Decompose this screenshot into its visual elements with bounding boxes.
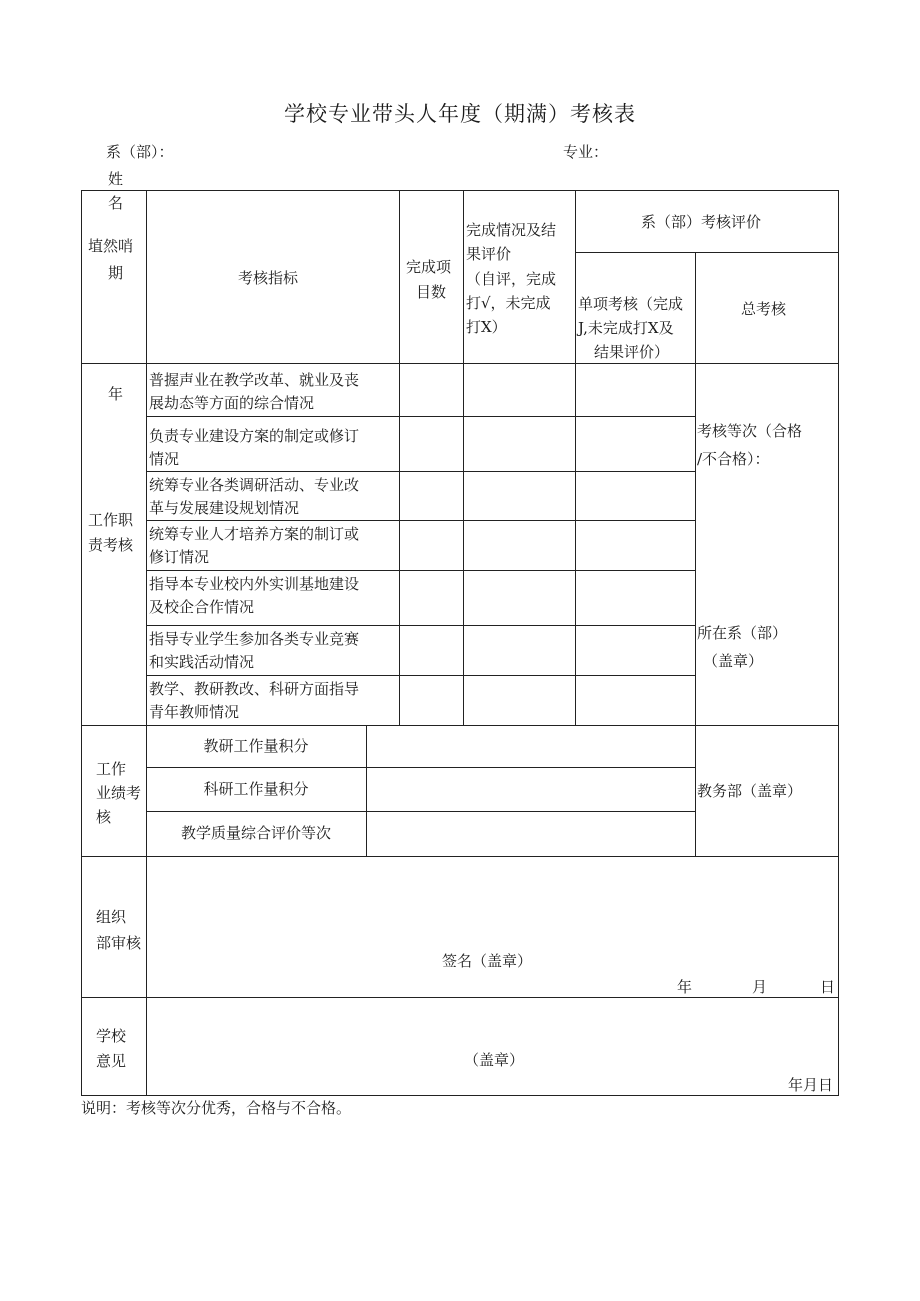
page-title: 学校专业带头人年度（期满）考核表	[284, 102, 636, 126]
total-eval-header: 总考核	[741, 300, 787, 318]
org-section-label-2: 部审核	[96, 934, 142, 952]
footnote: 说明：考核等次分优秀，合格与不合格。	[81, 1099, 352, 1117]
duty-item-2: 负责专业建设方案的制定或修订 情况	[149, 427, 360, 468]
period-label-2: 期	[108, 264, 124, 282]
name-label-1: 姓	[108, 170, 124, 188]
perf-section-label-2: 业绩考	[96, 784, 142, 802]
duty-item-4: 统筹专业人才培养方案的制订或 修订情况	[149, 525, 360, 566]
status-header-3: （自评，完成	[466, 270, 557, 288]
total-grade-label-1: 考核等次（合格	[697, 422, 803, 440]
school-section-label-2: 意见	[96, 1052, 127, 1070]
major-label: 专业：	[563, 143, 609, 161]
duty-section-label-1: 工作职	[88, 511, 134, 529]
org-section-label-1: 组织	[96, 908, 127, 926]
duty-item-3: 统筹专业各类调研活动、专业改 革与发展建设规划情况	[149, 476, 360, 517]
single-eval-header-2: J,未完成打X及	[578, 319, 674, 337]
duty-item-7: 教学、教研教改、科研方面指导 青年教师情况	[149, 680, 360, 721]
dept-stamp-label-1: 所在系（部）	[697, 624, 788, 642]
duty-section-label-2: 责考核	[88, 536, 134, 554]
school-section-label-1: 学校	[96, 1027, 127, 1045]
status-header-5: 打X）	[466, 318, 507, 336]
indicator-header: 考核指标	[238, 269, 299, 287]
department-label: 系（部）：	[106, 143, 174, 161]
org-sign-label: 签名（盖章）	[442, 952, 533, 970]
total-grade-label-2: /不合格）：	[697, 450, 770, 468]
perf-section-label-3: 核	[96, 808, 112, 826]
org-date-year: 年	[677, 978, 693, 996]
duty-item-1: 普握声业在教学改革、就业及丧 展劫态等方面的综合情况	[149, 371, 360, 412]
name-label-2: 名	[108, 194, 124, 212]
status-header-4: 打√，未完成	[466, 294, 551, 312]
status-header-1: 完成情况及结	[466, 221, 557, 239]
org-date-day: 日	[820, 978, 836, 996]
done-count-header-1: 完成项	[406, 258, 452, 276]
school-stamp-label: （盖章）	[464, 1051, 525, 1069]
year-label: 年	[108, 385, 124, 403]
perf-item-1: 教研工作量积分	[203, 737, 309, 755]
dept-stamp-label-2: （盖章）	[703, 652, 764, 670]
perf-item-2: 科研工作量积分	[203, 780, 309, 798]
dept-eval-header: 系（部）考核评价	[641, 213, 762, 231]
school-date: 年月日	[788, 1076, 834, 1094]
period-label-1: 埴然哨	[88, 237, 134, 255]
perf-section-label-1: 工作	[96, 760, 127, 778]
perf-item-3: 教学质量综合评价等次	[180, 824, 331, 842]
academic-stamp-label: 教务部（盖章）	[697, 782, 803, 800]
duty-item-6: 指导专业学生参加各类专业竞赛 和实践活动情况	[149, 630, 360, 671]
status-header-2: 果评价	[466, 245, 512, 263]
org-date-month: 月	[752, 978, 768, 996]
single-eval-header-3: 结果评价）	[594, 343, 670, 361]
done-count-header-2: 目数	[416, 283, 447, 301]
duty-item-5: 指导本专业校内外实训基地建设 及校企合作情况	[149, 575, 360, 616]
single-eval-header-1: 单项考核（完成	[578, 295, 684, 313]
